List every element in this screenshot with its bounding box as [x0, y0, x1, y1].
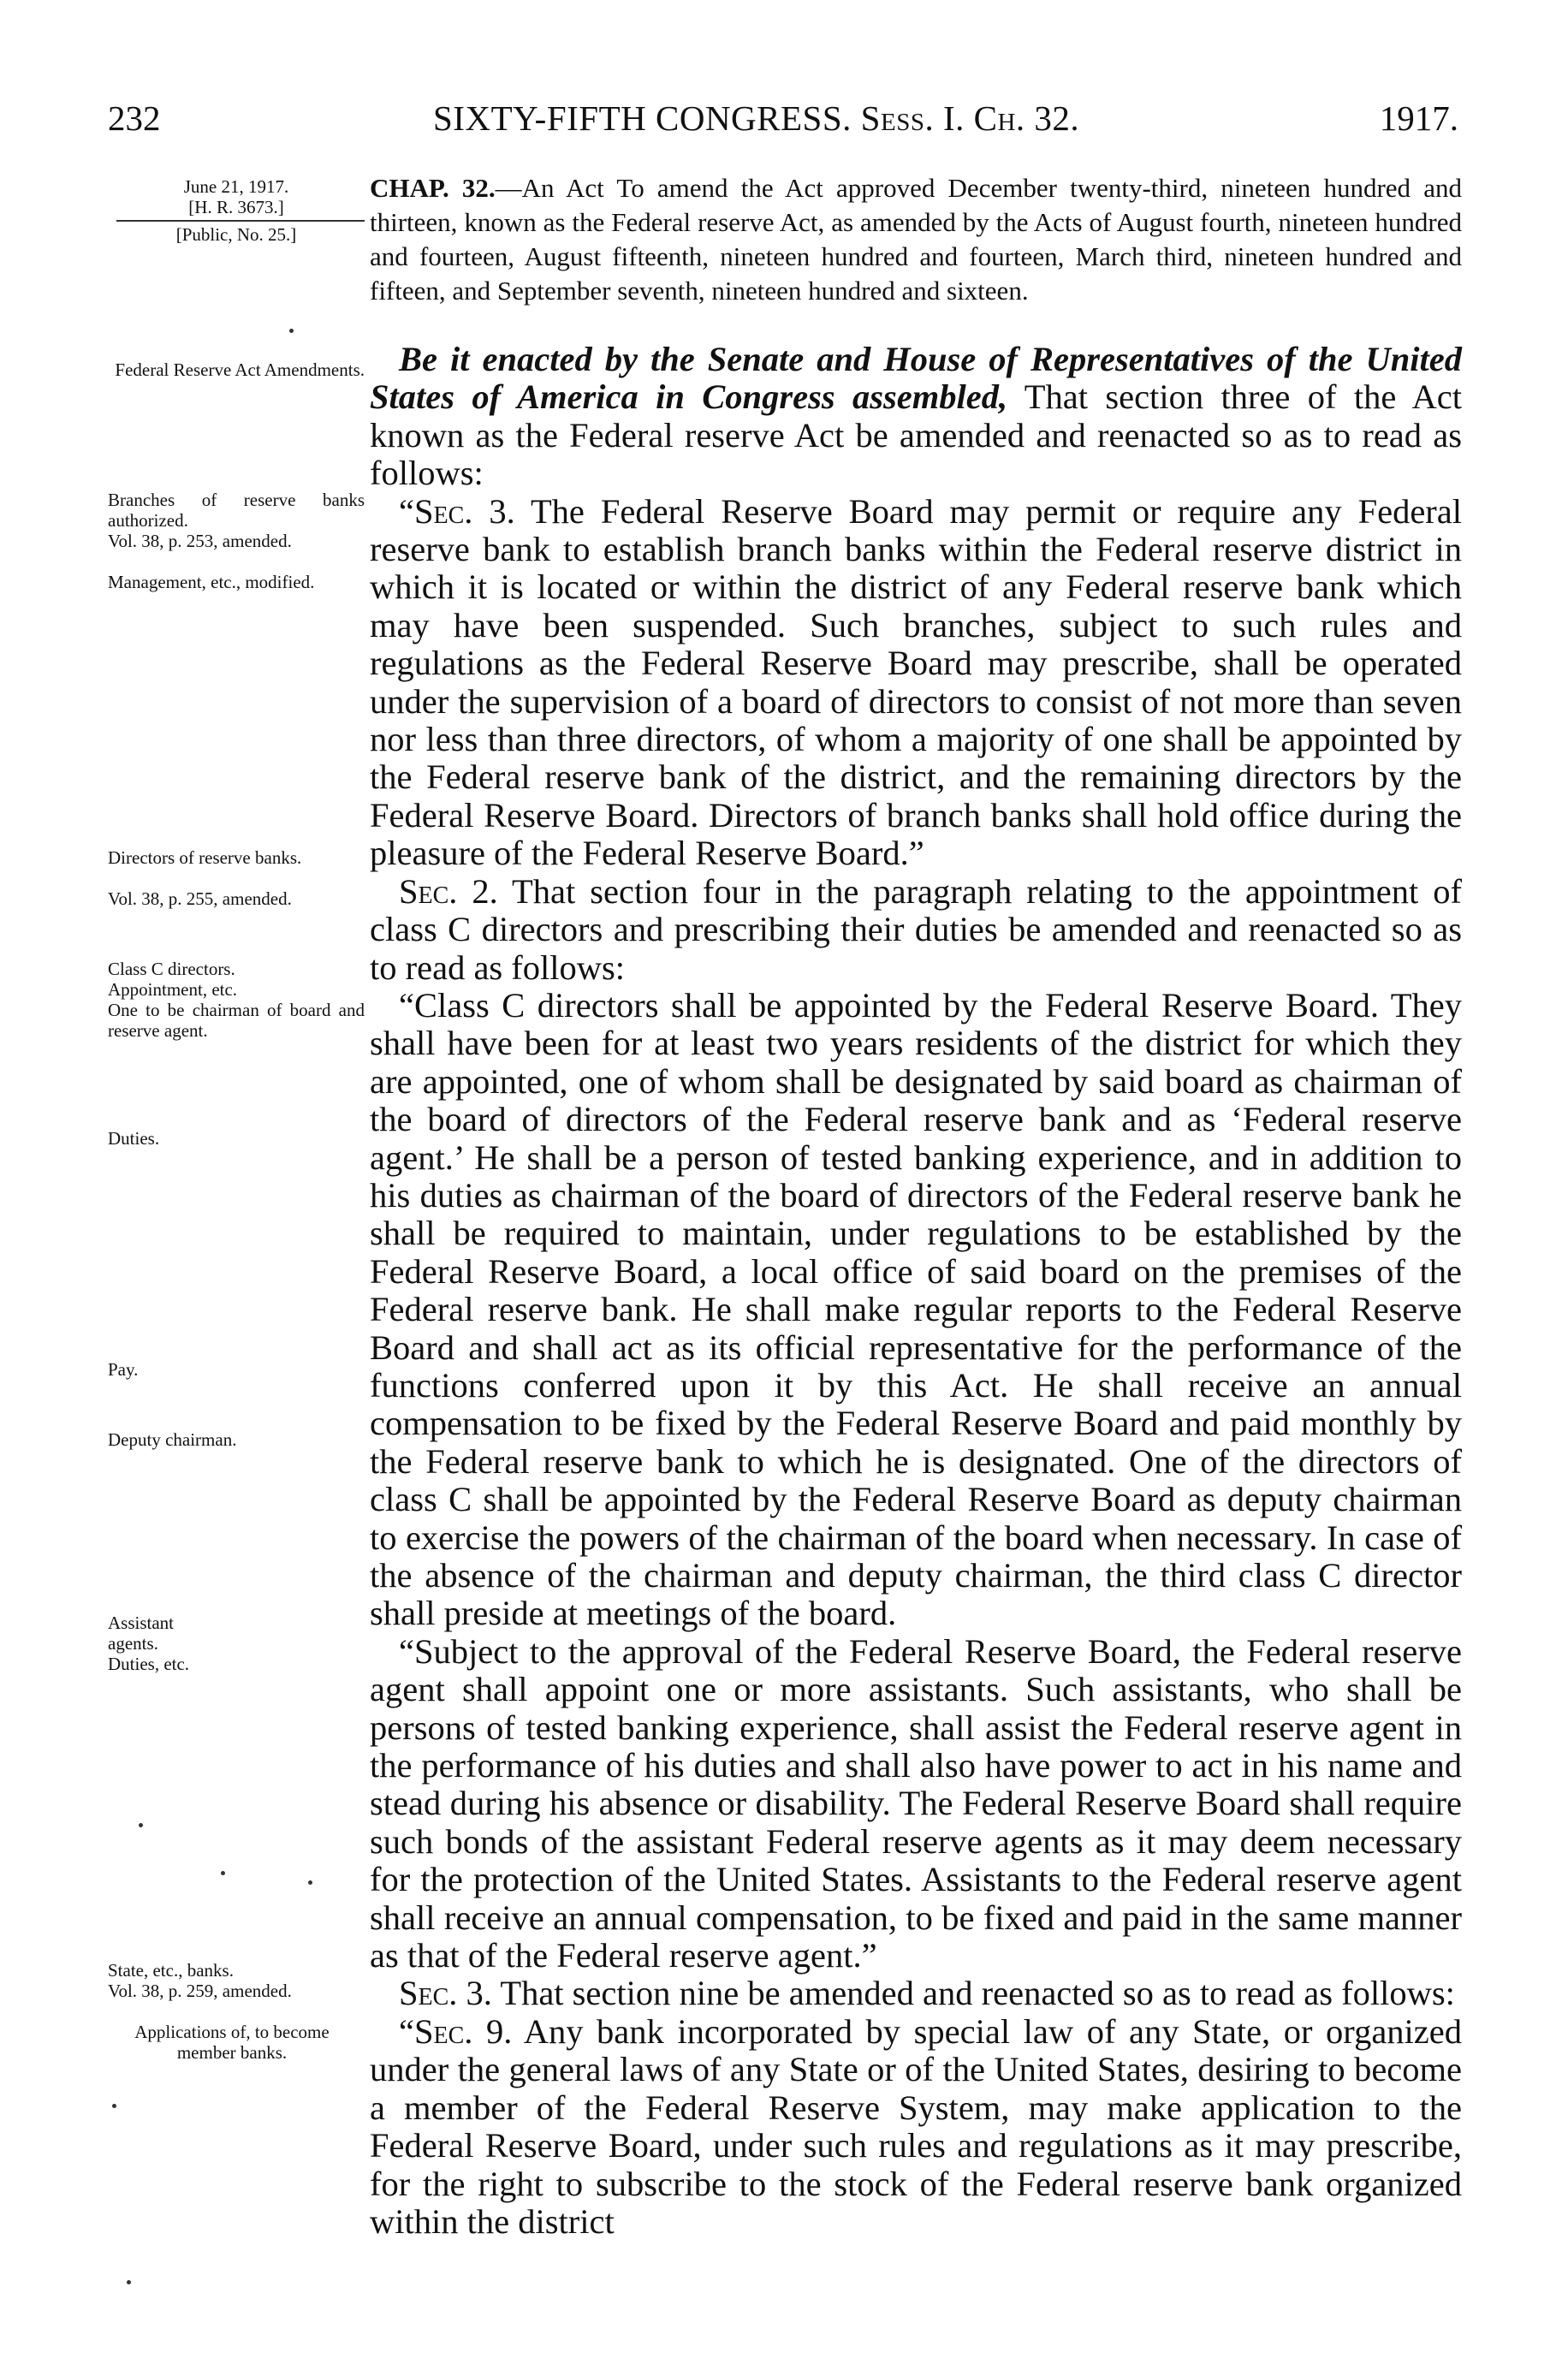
running-header [108, 92, 1460, 144]
side-note-deputy-chairman: Deputy chairman. [108, 1429, 237, 1450]
section-label: Sec. 2. [399, 871, 498, 911]
margin-mark [221, 1871, 225, 1875]
side-note-assistants: Assistant agents. Duties, etc. [108, 1613, 190, 1674]
side-note-pay: Pay. [108, 1359, 139, 1380]
side-note-amendments: Federal Reserve Act Amendments. [115, 359, 365, 380]
section-9-paragraph [370, 2013, 1462, 2241]
class-c-paragraph: “Class C directors shall be appointed by the Federal Reserve Board. They shall have been for at least two years residents of the district for which they are appointed, one of whom shall be designated by said board as chairman of the board of directors of the Federal reserve bank and as ‘Federal reserve agent.’ He shall be a person of tested banking experience, and in addition to his duties as chairman of the board of directors of the Federal reserve bank he shall be required to maintain, under regulations to be established by the Federal Reserve Board, a local office of said board on the premises of the Federal reserve bank. He shall make regular reports to the Federal Reserve Board and shall act as its official representative for the performance of the functions conferred upon it by this Act. He shall receive an annual compensation to be fixed by the Federal Reserve Board and paid monthly by the Federal reserve bank to which he is designated. One of the directors of class C shall be appointed by the Federal Reserve Board as deputy chairman to exercise the powers of the chairman of the board when necessary. In case of the absence of the chairman and deputy chairman, the third class C director shall preside at meetings of the board. [370, 985, 1462, 1633]
section-text: That section four in the paragraph relating to the appointment of class C directors and prescribing their duties be amended and reenacted so as to read as follows: [370, 871, 1462, 987]
margin-mark [289, 329, 294, 333]
section-text: That section nine be amended and reenacted so as to read as follows: [491, 1974, 1455, 2013]
page-number: 232 [108, 98, 161, 138]
side-note-class-c: Class C directors. [108, 959, 235, 979]
assistants-paragraph: “Subject to the approval of the Federal Reserve Board, the Federal reserve agent shall appoint one or more assistants. Such assistants, who shall be persons of tested banking experience, shall assist the Federal reserve agent in the performance of his duties and shall also have power to act in his name and stead during his absence or disability. The Federal Reserve Board shall require such bonds of the assistant Federal reserve agents as it may deem necessary for the protection of the United States. Assistants to the Federal reserve agent shall receive an annual compensation, to be fixed and paid in the same manner as that of the Federal reserve agent.” [370, 1631, 1462, 1975]
enacting-text: That section three of the Act known as the Federal reserve Act be amended and reenacted so as to read as follows: [370, 377, 1463, 493]
margin-bill-number: [H. R. 3673.] [188, 197, 284, 217]
section-3-paragraph [370, 493, 1462, 873]
side-note-duties: Duties. [108, 1128, 160, 1149]
chapter-number: CHAP. 32. [370, 173, 496, 203]
side-note-branches-reference: Vol. 38, p. 253, amended. [108, 531, 292, 551]
side-note-chairman: One to be chairman of board and reserve agent. [108, 1000, 365, 1041]
section-text: Any bank incorporated by special law of any State, or organized under the general laws of any State or of the United States, desiring to become a member of the Federal Reserve System, may make application to the Federal Reserve Board, under such rules and regulations as it may prescribe, for the right to subscribe to the stock of the Federal reserve bank organized within the district [370, 2011, 1462, 2241]
chapter-label: Ch. 32. [973, 98, 1080, 138]
margin-public-law: [Public, No. 25.] [175, 224, 297, 245]
side-note-applications: Applications of, to become member banks. [134, 2022, 330, 2063]
section-3b-paragraph [370, 1975, 1462, 2012]
section-text: The Federal Reserve Board may permit or require any Federal reserve bank to establish branch banks within the Federal reserve district in which it is located or within the district of any Federal reserve bank which may have been suspended. Such branches, subject to such rules and regulations as the Federal Reserve Board may prescribe, shall be operated under the supervision of a board of directors to consist of not more than seven nor less than three directors, of whom a majority of one shall be appointed by the Federal reserve bank of the district, and the remaining directors by the Federal Reserve Board. Directors of branch banks shall hold office during the pleasure of the Federal Reserve Board.” [370, 491, 1463, 873]
section-label: “Sec. 9. [399, 2011, 513, 2051]
margin-rule [116, 220, 365, 222]
enacting-clause [370, 341, 1462, 493]
session-label: Sess. I. [860, 98, 965, 138]
side-note-directors-reference: Vol. 38, p. 255, amended. [108, 888, 292, 909]
chapter-heading [370, 171, 1462, 308]
margin-mark [139, 1823, 143, 1827]
enacting-formula: Be it enacted by the Senate and House of Representatives of the United States of America in Congress assembled, [370, 340, 1462, 417]
section-label: Sec. 3. [399, 1974, 492, 2013]
side-note-management: Management, etc., modified. [108, 572, 315, 592]
side-note-branches: Branches of reserve banks authorized. [108, 490, 365, 531]
chapter-title: —An Act To amend the Act approved December twenty-third, nineteen hundred and thirteen, known as the Federal reserve Act, as amended by the Acts of August fourth, nineteen hundred and fourteen, August fifteenth, nineteen hundred and fourteen, March third, nineteen hundred and fifteen, and September seventh, nineteen hundred and sixteen. [370, 173, 1462, 306]
side-note-directors: Directors of reserve banks. [108, 847, 302, 868]
margin-mark [308, 1880, 312, 1885]
congress-title: SIXTY-FIFTH CONGRESS. [433, 98, 852, 138]
margin-date: June 21, 1917. [183, 176, 289, 197]
side-note-appointment: Appointment, etc. [108, 979, 238, 1000]
side-note-state-reference: Vol. 38, p. 259, amended. [108, 1981, 292, 2001]
statute-body [370, 341, 1462, 2241]
margin-mark [112, 2104, 116, 2108]
section-2-paragraph [370, 873, 1462, 987]
header-year: 1917. [1379, 98, 1458, 138]
section-label: “Sec. 3. [399, 491, 515, 531]
side-note-state-banks: State, etc., banks. [108, 1960, 234, 1981]
margin-mark [127, 2280, 131, 2284]
running-title [433, 92, 1079, 144]
